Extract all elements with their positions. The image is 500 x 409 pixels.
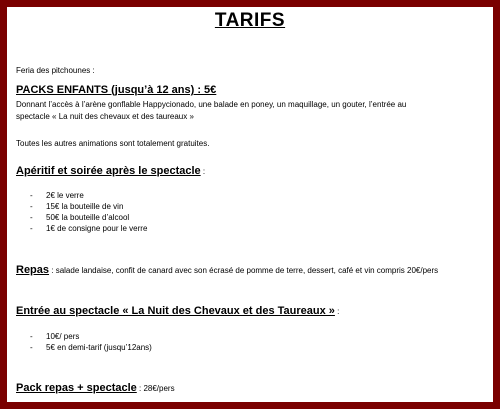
list-item: [30, 223, 147, 234]
list-item: [30, 212, 147, 223]
aperitif-heading-text: Apéritif et soirée après le spectacle: [16, 165, 201, 177]
pack-repas-text: : 28€/pers: [136, 384, 175, 393]
spectacle-heading: [16, 305, 339, 318]
packs-line-1: Donnant l’accès à l’arène gonflable Happycionado, une balade en poney, un maquillage, un gouter, l’entrée au: [16, 100, 407, 109]
list-item-text: 1€ de consigne pour le verre: [46, 224, 148, 233]
list-item-text: 10€/ pers: [46, 332, 80, 341]
aperitif-list: [30, 190, 147, 234]
bullet-dash: -: [30, 332, 33, 341]
list-item: [30, 201, 147, 212]
free-note: Toutes les autres animations sont totalement gratuites.: [16, 139, 210, 148]
bullet-dash: -: [30, 191, 33, 200]
page-title: TARIFS: [214, 10, 286, 31]
pack-repas-heading-text: Pack repas + spectacle: [16, 382, 137, 394]
pack-repas-heading: [16, 382, 175, 395]
repas-heading: [16, 264, 438, 277]
intro-text: Feria des pitchounes :: [16, 66, 95, 75]
list-item: [30, 331, 152, 342]
list-item: [30, 342, 152, 353]
repas-heading-text: Repas: [16, 264, 50, 276]
aperitif-heading: [16, 165, 205, 178]
packs-heading-text: PACKS ENFANTS (jusqu’à 12 ans) : 5€: [16, 84, 217, 96]
list-item-text: 50€ la bouteille d’alcool: [46, 213, 130, 222]
spectacle-list: [30, 331, 152, 353]
list-item-text: 15€ la bouteille de vin: [46, 202, 124, 211]
aperitif-heading-tail: :: [200, 167, 206, 176]
spectacle-heading-text: Entrée au spectacle « La Nuit des Chevaux et des Taureaux »: [16, 305, 335, 317]
bullet-dash: -: [30, 224, 33, 233]
bullet-dash: -: [30, 213, 33, 222]
bullet-dash: -: [30, 202, 33, 211]
list-item: [30, 190, 147, 201]
bullet-dash: -: [30, 343, 33, 352]
repas-text: : salade landaise, confit de canard avec son écrasé de pomme de terre, dessert, café et vin compris 20€/pers: [49, 266, 439, 275]
packs-heading: [16, 84, 216, 97]
list-item-text: 5€ en demi-tarif (jusqu’12ans): [46, 343, 152, 352]
packs-line-2: spectacle « La nuit des chevaux et des taureaux »: [16, 112, 194, 121]
list-item-text: 2€ le verre: [46, 191, 84, 200]
spectacle-heading-tail: :: [334, 307, 340, 316]
